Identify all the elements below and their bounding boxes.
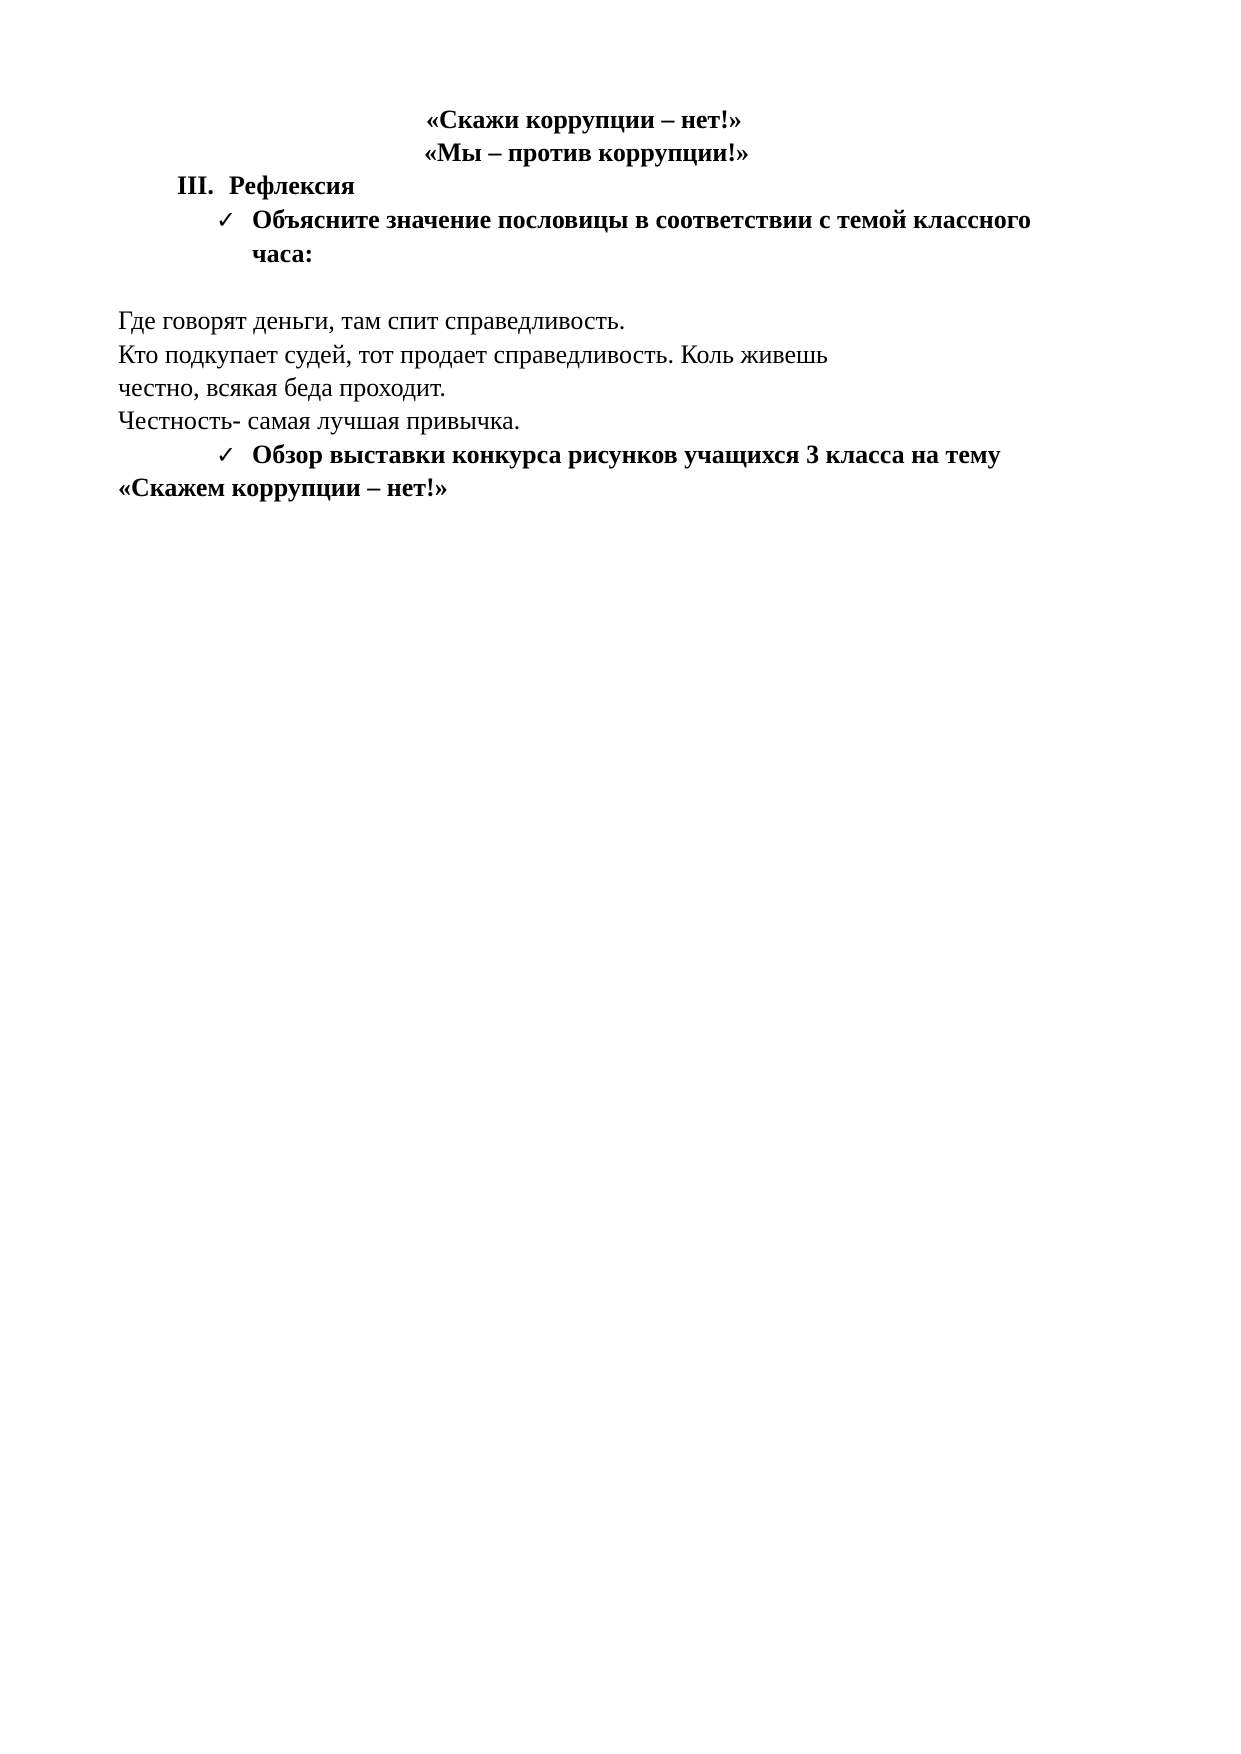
task2-line-1: Обзор выставки конкурса рисунков учащихся 3 класса на тему <box>252 440 1001 469</box>
proverb-line-2: Кто подкупает судей, тот продает справедливость. Коль живешь <box>118 340 828 369</box>
proverb-line-3: честно, всякая беда проходит. <box>118 373 446 402</box>
checkmark-icon: ✓ <box>216 441 237 469</box>
proverb-line-1: Где говорят деньги, там спит справедливость. <box>118 306 626 335</box>
task1-line-1: Объясните значение пословицы в соответствии с темой классного <box>252 205 1031 234</box>
slogan-line-1: «Скажи коррупции – нет!» <box>426 105 742 134</box>
checkmark-icon: ✓ <box>216 206 237 234</box>
section-number: III. <box>177 171 214 200</box>
section-title: Рефлексия <box>229 171 355 200</box>
proverb-line-4: Честность- самая лучшая привычка. <box>118 406 521 435</box>
slogan-line-2: «Мы – против коррупции!» <box>424 138 750 167</box>
task2-line-2: «Скажем коррупции – нет!» <box>118 473 448 502</box>
task1-line-2: часа: <box>252 239 314 268</box>
